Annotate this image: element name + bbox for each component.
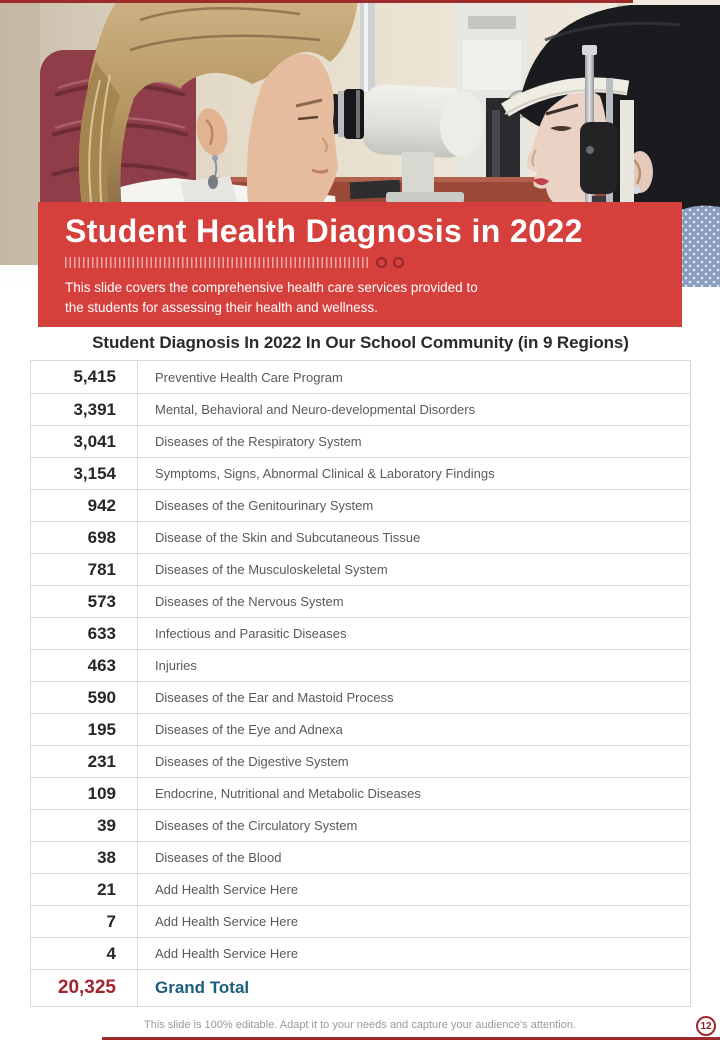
photo-edge — [0, 265, 38, 287]
subtitle-line: the students for assessing their health and wellness. — [65, 300, 378, 316]
table-row — [31, 585, 690, 617]
diagnosis-count: 5,415 — [31, 361, 138, 393]
table-row — [31, 617, 690, 649]
footer-note: This slide is 100% editable. Adapt it to your needs and capture your audience's attention. — [144, 1019, 576, 1031]
diagnosis-label: Injuries — [155, 658, 197, 673]
diagnosis-count: 38 — [31, 842, 138, 873]
diagnosis-label: Symptoms, Signs, Abnormal Clinical & Laboratory Findings — [155, 466, 495, 481]
table-heading: Student Diagnosis In 2022 In Our School Community (in 9 Regions) — [92, 333, 629, 352]
diagnosis-count: 195 — [31, 714, 138, 745]
table-row — [31, 489, 690, 521]
decorative-stripe — [65, 257, 370, 268]
diagnosis-count: 231 — [31, 746, 138, 777]
diagnosis-label: Add Health Service Here — [155, 946, 299, 961]
diagnosis-count: 781 — [31, 554, 138, 585]
decorative-circle — [393, 257, 404, 268]
diagnosis-count: 4 — [31, 938, 138, 969]
diagnosis-table — [30, 360, 691, 1007]
diagnosis-label: Diseases of the Ear and Mastoid Process — [155, 690, 394, 705]
diagnosis-count: 3,041 — [31, 426, 138, 457]
table-row — [31, 649, 690, 681]
diagnosis-count: 698 — [31, 522, 138, 553]
table-row — [31, 713, 690, 745]
grand-total-label: Grand Total — [155, 978, 250, 997]
table-row — [31, 873, 690, 905]
diagnosis-count: 633 — [31, 618, 138, 649]
diagnosis-label: Infectious and Parasitic Diseases — [155, 626, 347, 641]
diagnosis-count: 590 — [31, 682, 138, 713]
diagnosis-count: 3,154 — [31, 458, 138, 489]
top-accent-line — [0, 0, 633, 3]
table-row — [31, 553, 690, 585]
diagnosis-count: 942 — [31, 490, 138, 521]
diagnosis-count: 39 — [31, 810, 138, 841]
diagnosis-label: Diseases of the Digestive System — [155, 754, 349, 769]
table-row — [31, 681, 690, 713]
diagnosis-count: 463 — [31, 650, 138, 681]
diagnosis-label: Add Health Service Here — [155, 914, 299, 929]
diagnosis-count: 7 — [31, 906, 138, 937]
slide-title: Student Health Diagnosis in 2022 — [65, 213, 583, 249]
diagnosis-label: Diseases of the Nervous System — [155, 594, 344, 609]
diagnosis-label: Disease of the Skin and Subcutaneous Tissue — [155, 530, 421, 545]
diagnosis-label: Add Health Service Here — [155, 882, 299, 897]
grand-total-row — [31, 969, 690, 1006]
table-row — [31, 393, 690, 425]
diagnosis-count: 3,391 — [31, 394, 138, 425]
diagnosis-count: 21 — [31, 874, 138, 905]
table-row — [31, 457, 690, 489]
diagnosis-label: Diseases of the Genitourinary System — [155, 498, 374, 513]
diagnosis-label: Diseases of the Respiratory System — [155, 434, 362, 449]
diagnosis-count: 109 — [31, 778, 138, 809]
slide-subtitle — [65, 278, 662, 319]
banner-decoration — [65, 257, 662, 269]
table-row — [31, 425, 690, 457]
diagnosis-label: Diseases of the Musculoskeletal System — [155, 562, 388, 577]
title-banner — [38, 202, 682, 327]
table-row — [31, 361, 690, 393]
diagnosis-label: Mental, Behavioral and Neuro-developmental Disorders — [155, 402, 476, 417]
page-number-badge: 12 — [696, 1016, 716, 1036]
grand-total-value: 20,325 — [31, 970, 138, 1006]
subtitle-line: This slide covers the comprehensive health care services provided to — [65, 279, 478, 295]
diagnosis-label: Preventive Health Care Program — [155, 369, 343, 385]
diagnosis-count: 573 — [31, 586, 138, 617]
table-row — [31, 937, 690, 969]
table-row — [31, 745, 690, 777]
table-row — [31, 521, 690, 553]
table-row — [31, 905, 690, 937]
diagnosis-label: Diseases of the Circulatory System — [155, 818, 358, 833]
table-row — [31, 777, 690, 809]
table-row — [31, 809, 690, 841]
diagnosis-label: Endocrine, Nutritional and Metabolic Diseases — [155, 786, 421, 801]
diagnosis-label: Diseases of the Eye and Adnexa — [155, 722, 343, 737]
diagnosis-label: Diseases of the Blood — [155, 850, 282, 865]
table-row — [31, 841, 690, 873]
decorative-circle — [376, 257, 387, 268]
diagnosis-table-body — [31, 361, 690, 969]
